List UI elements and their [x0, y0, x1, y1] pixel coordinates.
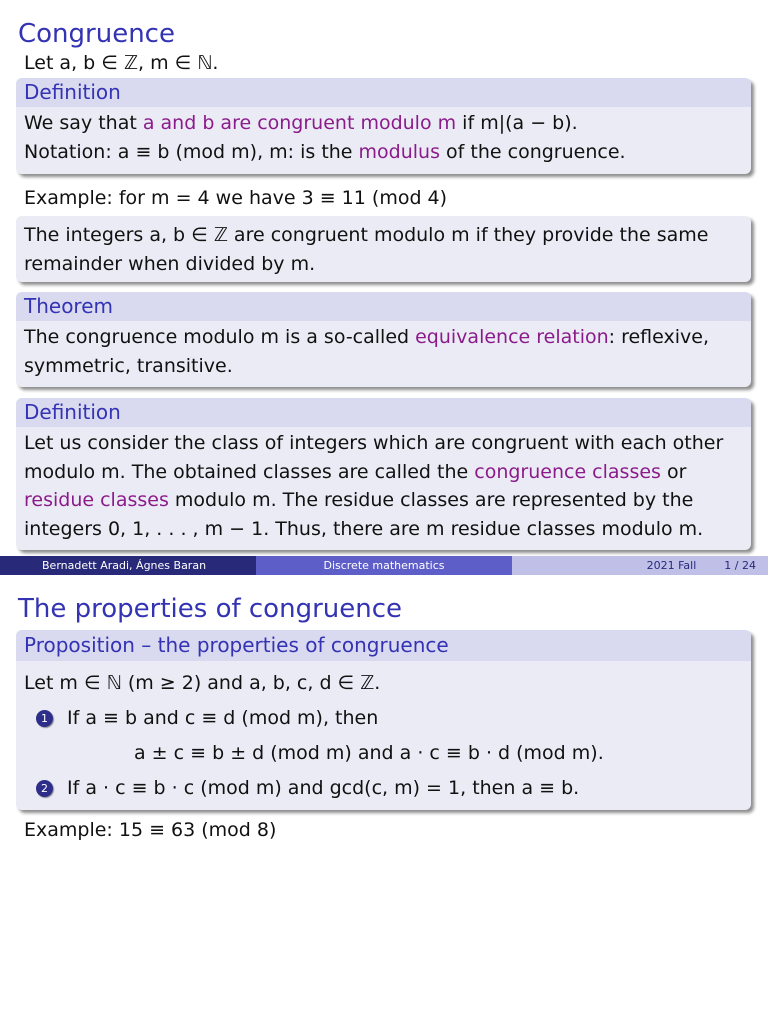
- definition-box-2: [16, 398, 751, 550]
- remark-box: [16, 216, 751, 282]
- slide-footer: [0, 556, 768, 575]
- slide1-example: Example: for m = 4 we have 3 ≡ 11 (mod 4): [24, 187, 448, 209]
- enum-bullet-1: 1: [36, 710, 53, 727]
- item1-formula: a ± c ≡ b ± d (mod m) and a · c ≡ b · d (mod m).: [134, 742, 604, 764]
- theorem-line1-highlight: equivalence relation: [415, 326, 609, 348]
- def1-line2-highlight: modulus: [358, 140, 441, 163]
- theorem-line1-post: : reflexive,: [608, 326, 709, 348]
- item1-text: If a ≡ b and c ≡ d (mod m), then: [67, 707, 379, 729]
- theorem-body: [16, 321, 751, 384]
- slide2-title: The properties of congruence: [18, 594, 403, 624]
- item2-text: If a · c ≡ b · c (mod m) and gcd(c, m) = 1, then a ≡ b.: [67, 777, 580, 799]
- proposition-item-1: [36, 703, 378, 733]
- definition-1-heading: Definition: [16, 78, 751, 107]
- def1-line2-post: of the congruence.: [440, 140, 626, 163]
- proposition-heading: Proposition – the properties of congruence: [16, 630, 751, 661]
- def1-line1-pre: We say that: [24, 112, 143, 134]
- def2-line2-post: or: [660, 460, 687, 483]
- remark-line1: The integers a, b ∈ ℤ are congruent modulo m if they provide the same: [24, 224, 709, 246]
- definition-2-body: [16, 427, 751, 547]
- remark-body: [16, 216, 751, 282]
- theorem-box: [16, 292, 751, 387]
- enum-bullet-2: 2: [36, 780, 53, 797]
- theorem-line2: symmetric, transitive.: [24, 354, 233, 377]
- def1-line1-post: if m|(a − b).: [456, 112, 578, 134]
- def1-line2-pre: Notation: a ≡ b (mod m), m: is the: [24, 140, 359, 163]
- footer-page: 1 / 24: [724, 559, 756, 572]
- footer-right: [512, 556, 768, 575]
- footer-authors: Bernadett Aradi, Ágnes Baran: [0, 556, 256, 575]
- theorem-line1-pre: The congruence modulo m is a so-called: [24, 326, 416, 348]
- remark-line2: remainder when divided by m.: [24, 252, 316, 275]
- def2-line3-post: modulo m. The residue classes are represented by the: [168, 489, 694, 511]
- theorem-heading: Theorem: [16, 292, 751, 321]
- def2-line4: integers 0, 1, . . . , m − 1. Thus, there are m residue classes modulo m.: [24, 517, 704, 540]
- def2-line2-highlight: congruence classes: [474, 460, 661, 483]
- definition-box-1: [16, 78, 751, 174]
- def1-line1-highlight: a and b are congruent modulo m: [142, 112, 457, 134]
- definition-2-heading: Definition: [16, 398, 751, 427]
- slide1-title: Congruence: [18, 19, 175, 49]
- def2-line3-highlight: residue classes: [24, 489, 169, 511]
- slide2-example: Example: 15 ≡ 63 (mod 8): [24, 819, 277, 841]
- definition-1-body: [16, 107, 751, 170]
- slide1-intro: Let a, b ∈ ℤ, m ∈ ℕ.: [24, 52, 219, 74]
- footer-course: Discrete mathematics: [256, 556, 512, 575]
- proposition-line1: Let m ∈ ℕ (m ≥ 2) and a, b, c, d ∈ ℤ.: [24, 672, 381, 694]
- def2-line2-pre: modulo m. The obtained classes are called the: [24, 460, 475, 483]
- footer-term: 2021 Fall: [646, 559, 697, 572]
- def2-line1: Let us consider the class of integers which are congruent with each other: [24, 432, 724, 454]
- proposition-item-2: [36, 773, 579, 803]
